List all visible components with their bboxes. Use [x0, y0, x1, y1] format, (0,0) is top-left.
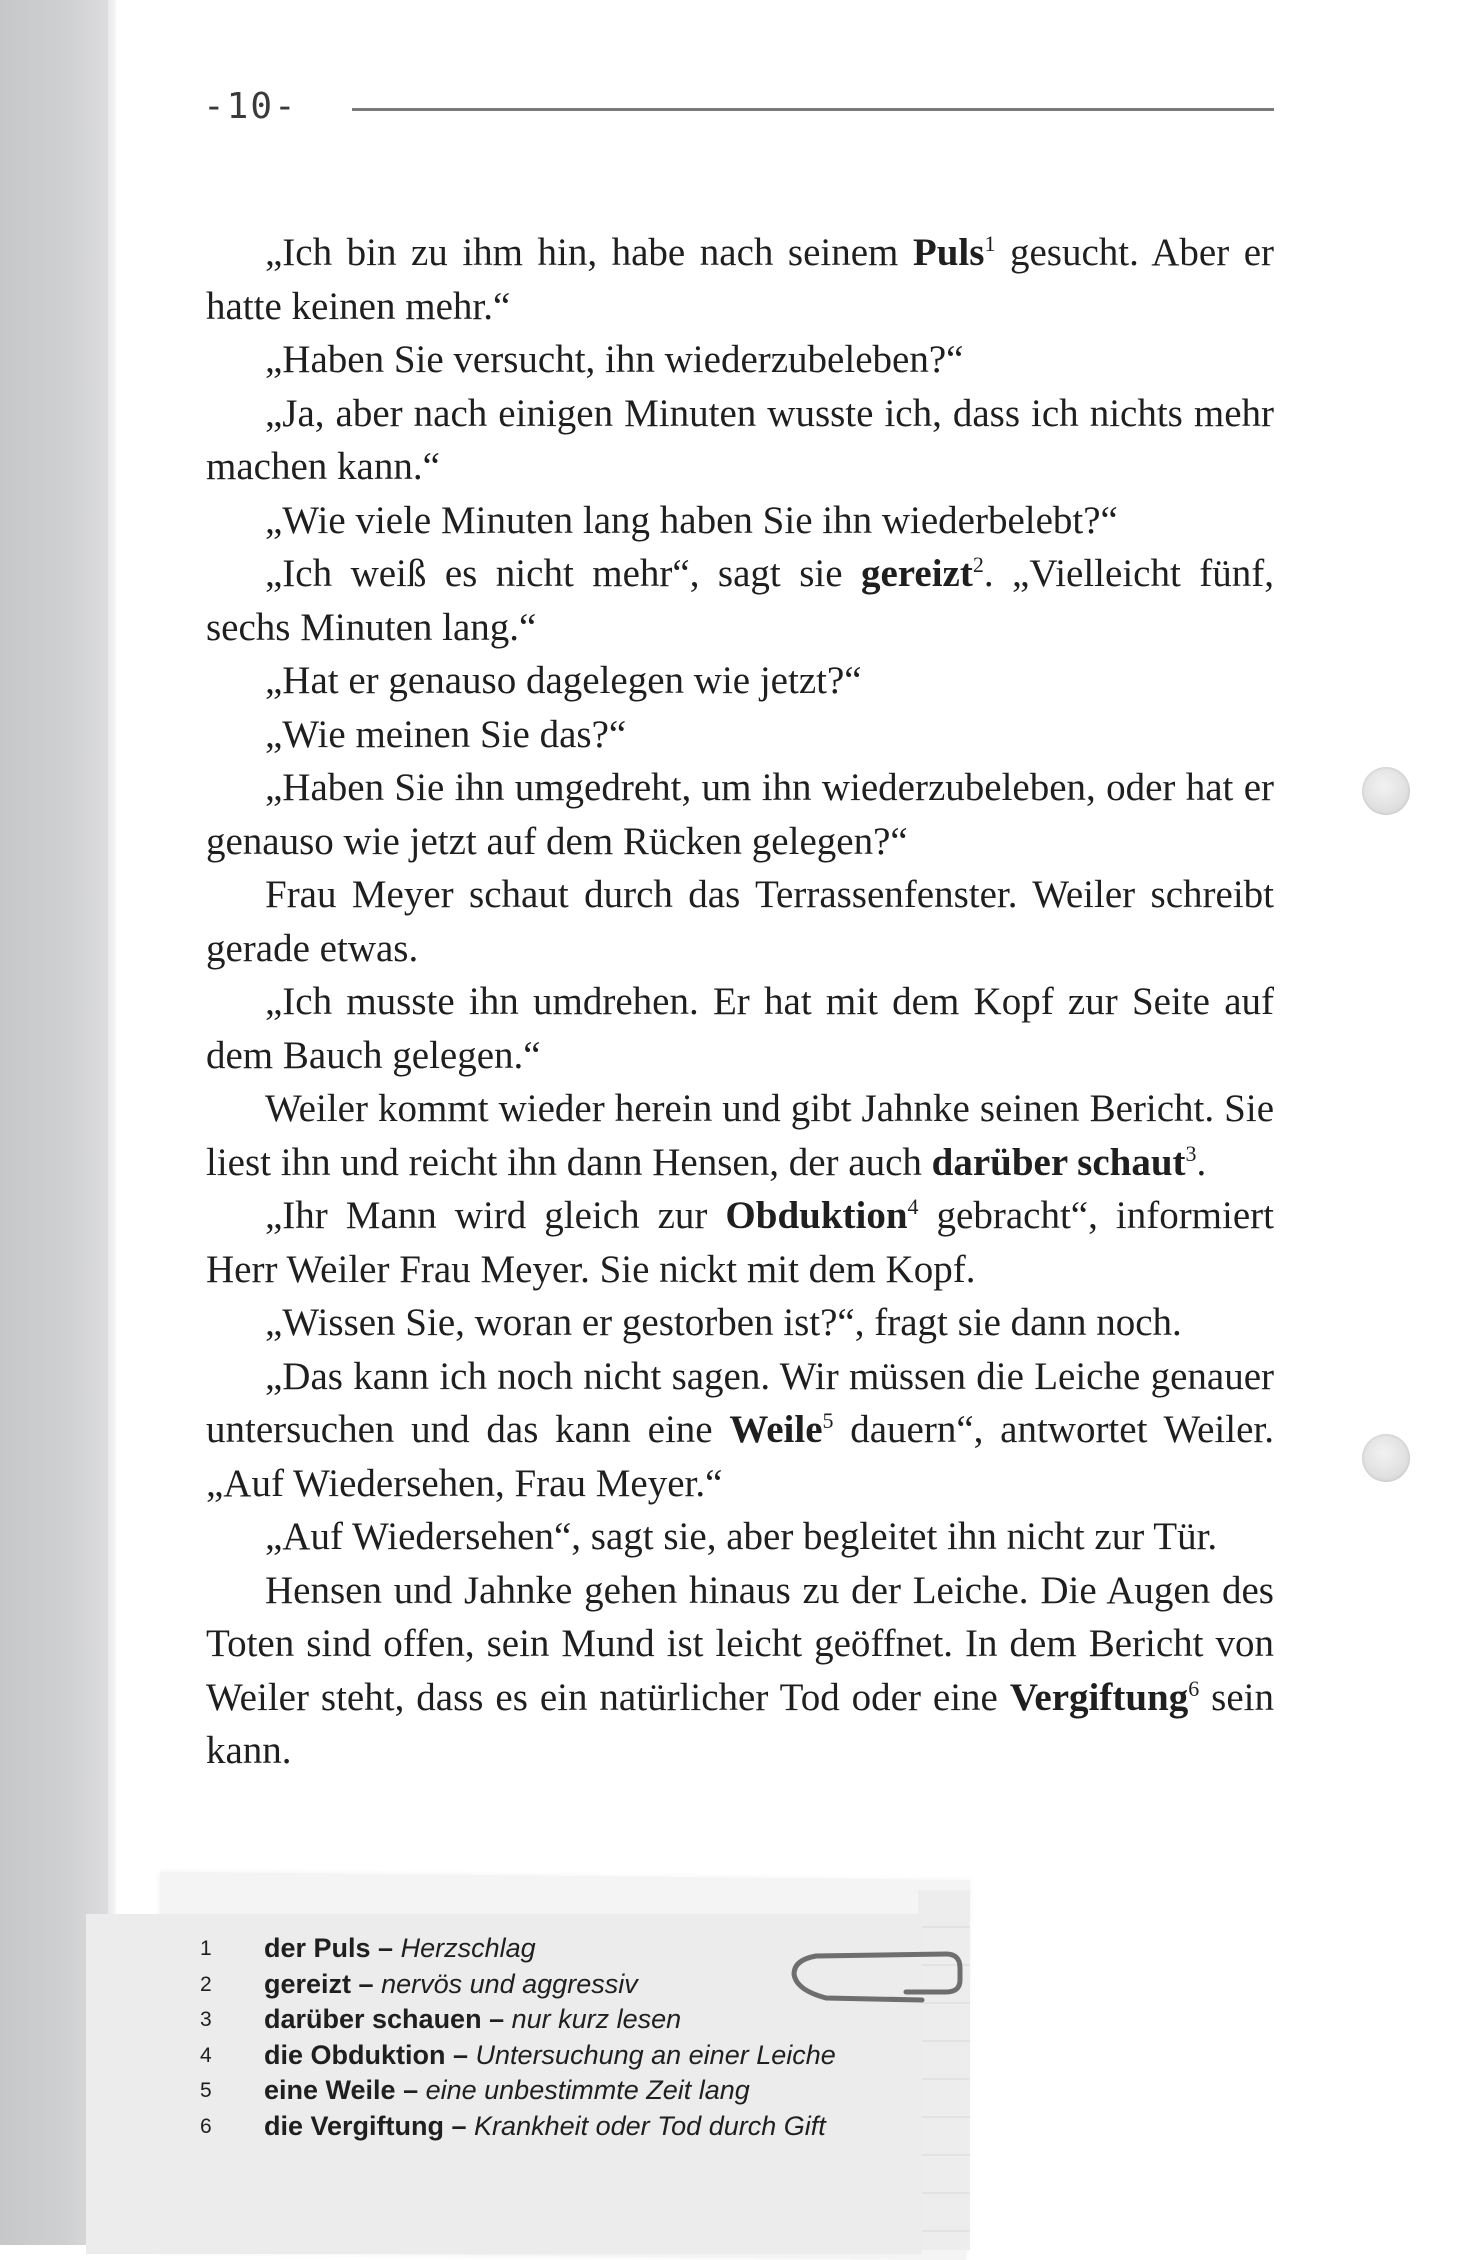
text-run: gesucht. Aber er hatte keinen mehr.“: [206, 231, 1274, 328]
footnote-marker: 2: [972, 552, 984, 577]
footnote-definition: Krankheit oder Tod durch Gift: [474, 2110, 826, 2141]
footnote-list: [200, 1931, 940, 2144]
text-run: „Ihr Mann wird gleich zur: [265, 1194, 726, 1237]
page-binding-edge: [0, 0, 108, 2245]
text-run: „Auf Wiedersehen“, sagt sie, aber begleitet ihn nicht zur Tür.: [265, 1515, 1218, 1558]
footnote-number: 3: [200, 2008, 212, 2031]
footnote-separator: –: [351, 1968, 382, 1999]
paragraph: [206, 1189, 1274, 1296]
footnote-separator: –: [481, 2004, 512, 2034]
footnote-definition: Herzschlag: [400, 1933, 536, 1963]
story-text: [206, 226, 1274, 1778]
footnote-item: [200, 1967, 940, 2003]
paragraph: [206, 975, 1274, 1082]
paragraph: [206, 1350, 1274, 1511]
text-run: „Wie viele Minuten lang haben Sie ihn wiederbelebt?“: [265, 498, 1118, 542]
text-run: „Haben Sie ihn umgedreht, um ihn wiederzubeleben, oder hat er genauso wie jetzt auf dem Rücken gelegen?“: [206, 766, 1274, 863]
footnote-marker: 1: [984, 231, 996, 256]
footnote-term: der Puls: [264, 1933, 371, 1963]
footnote-number: 1: [200, 1937, 212, 1960]
paragraph: [206, 654, 1274, 708]
header-rule: [352, 108, 1274, 111]
footnote-term: die Obduktion: [264, 2039, 446, 2070]
text-run: „Haben Sie versucht, ihn wiederzubeleben?“: [265, 338, 964, 381]
paragraph: [206, 333, 1274, 387]
footnote-definition: nervös und aggressiv: [381, 1968, 638, 1999]
text-run: Hensen und Jahnke gehen hinaus zu der Leiche. Die Augen des Toten sind offen, sein Mund ist leicht geöffnet. In dem Bericht von Weiler steht, dass es ein natürlicher Tod oder eine: [206, 1568, 1274, 1719]
glossary-term: Vergiftung: [1009, 1675, 1189, 1719]
paragraph: [206, 494, 1274, 548]
footnote-definition: eine unbestimmte Zeit lang: [425, 2075, 750, 2105]
paragraph: [206, 1296, 1274, 1350]
footnote-number: 6: [200, 2114, 212, 2138]
text-run: gebracht“, informiert Herr Weiler Frau Meyer. Sie nickt mit dem Kopf.: [206, 1194, 1274, 1291]
paragraph: [206, 1082, 1274, 1189]
footnote-definition: Untersuchung an einer Leiche: [475, 2039, 836, 2070]
footnote-term: gereizt: [264, 1968, 352, 1999]
footnote-item: [200, 2109, 940, 2145]
text-run: „Das kann ich noch nicht sagen. Wir müssen die Leiche genauer untersuchen und das kann eine: [206, 1354, 1274, 1451]
page-number: -10-: [203, 86, 298, 127]
punch-hole-bottom: [1362, 1434, 1410, 1482]
footnote-separator: –: [395, 2075, 426, 2105]
footnote-number: 2: [200, 1972, 212, 1996]
footnote-term: darüber schauen: [264, 2004, 482, 2034]
footnote-item: [200, 2002, 940, 2038]
text-run: „Wie meinen Sie das?“: [265, 712, 627, 756]
text-run: „Ich weiß es nicht mehr“, sagt sie: [265, 552, 861, 595]
footnote-separator: –: [445, 2039, 476, 2070]
paragraph: [206, 547, 1274, 654]
paragraph: [206, 1510, 1274, 1564]
glossary-term: Puls: [912, 231, 985, 274]
text-run: Frau Meyer schaut durch das Terrassenfenster. Weiler schreibt gerade etwas.: [206, 873, 1274, 970]
footnote-item: [200, 1931, 940, 1967]
text-run: dauern“, antwortet Weiler. „Auf Wiedersehen, Frau Meyer.“: [206, 1408, 1275, 1505]
page-binding-shadow: [108, 0, 116, 2245]
text-run: „Ich musste ihn umdrehen. Er hat mit dem Kopf zur Seite auf dem Bauch gelegen.“: [206, 980, 1274, 1077]
text-run: „Hat er genauso dagelegen wie jetzt?“: [265, 659, 862, 702]
paragraph: [206, 387, 1274, 494]
glossary-term: darüber schaut: [931, 1140, 1186, 1184]
glossary-term: Obduktion: [725, 1194, 908, 1237]
footnote-term: die Vergiftung: [264, 2110, 445, 2141]
paragraph: [206, 868, 1274, 975]
paragraph: [206, 1564, 1274, 1778]
footnote-term: eine Weile: [264, 2075, 396, 2105]
text-run: „Wissen Sie, woran er gestorben ist?“, fragt sie dann noch.: [265, 1301, 1182, 1344]
footnote-item: [200, 2073, 940, 2109]
punch-hole-top: [1362, 767, 1410, 815]
footnote-separator: –: [444, 2110, 475, 2141]
footnote-item: [200, 2038, 940, 2074]
footnote-definition: nur kurz lesen: [511, 2004, 682, 2034]
text-run: „Ja, aber nach einigen Minuten wusste ich, dass ich nichts mehr machen kann.“: [206, 391, 1274, 488]
text-run: „Ich bin zu ihm hin, habe nach seinem: [265, 231, 913, 274]
paragraph: [206, 226, 1274, 333]
footnote-marker: 6: [1188, 1675, 1200, 1701]
footnote-number: 5: [200, 2079, 212, 2102]
paragraph: [206, 761, 1274, 868]
footnote-marker: 5: [822, 1408, 834, 1433]
footnote-marker: 4: [907, 1194, 919, 1219]
text-run: .: [1196, 1140, 1207, 1184]
text-run: sein kann.: [206, 1675, 1274, 1772]
text-run: Weiler kommt wieder herein und gibt Jahnke seinen Bericht. Sie liest ihn und reicht ihn dann Hensen, der auch: [206, 1087, 1274, 1184]
footnote-number: 4: [200, 2043, 212, 2067]
footnote-separator: –: [370, 1933, 401, 1963]
glossary-term: Weile: [729, 1408, 823, 1451]
glossary-term: gereizt: [860, 552, 973, 595]
text-run: . „Vielleicht fünf, sechs Minuten lang.“: [206, 552, 1274, 649]
footnote-marker: 3: [1185, 1140, 1197, 1166]
paragraph: [206, 708, 1274, 762]
